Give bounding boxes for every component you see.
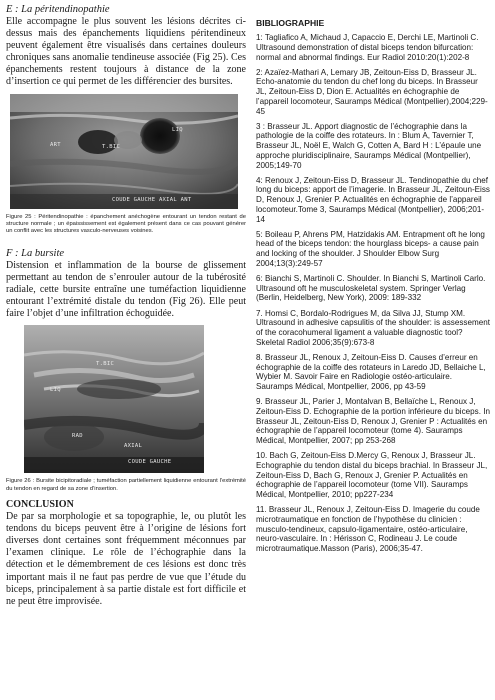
reference-item: 2: Azaïez-Mathari A, Lemary JB, Zeitoun-Eiss D, Brasseur JL. Echo-anatomie du tendon du chef long du biceps. In Brasseur JL, Zeitoun-Eiss D, Dion E. Actualités en échographie de l’appareil locomoteur, Sauramps Médical (Montpellier),2004;229-45 [256, 67, 488, 116]
conclusion-body: De par sa morphologie et sa topographie, le, ou plutôt les tendons du biceps peuvent être à l’origine de lésions fort diverses dont certaines sont fréquemment méconnues par l’examen clinique. Le rôle de l’échographie dans la détection et le démembrement de ces lésions est donc très important mais il ne faut pas perdre de vue que l’étude du biceps, principalement à sa partie distale est fort difficile et ne peut être improvisée. [6, 511, 246, 607]
left-column [6, 4, 246, 608]
reference-item: 7. Homsi C, Bordalo-Rodrigues M, da Silva JJ, Stump XM. Ultrasound in adhesive capsulitis of the shoulder: is assessement of the coracohumeral ligament a valuable diagnostic tool? Skeletal Radiol 2006;35(9):673-8 [256, 308, 490, 347]
section-e-body: Elle accompagne le plus souvent les lésions décrites ci-dessus mais des épanchements liquidiens péritendineux peuvent également être visualisés dans certaines douleurs chroniques sans anomalie tendineuse associée (Fig 25). Ces épanchements restent toujours à distance de la zone d’insertion ce qui permet de les différencier des bursites. [6, 16, 246, 88]
figure-25-caption: Figure 25 : Péritendinopathie : épanchement anéchogène entourant un tendon restant de structure normale ; un épaississement est également présent dans ce cas pouvant générer un conflit avec les structures vasculo-nerveuses voisines. [6, 213, 246, 235]
figure-26-caption: Figure 26 : Bursite bicipitoradiale ; tuméfaction partiellement liquidienne entourant l’extrémité du tendon en regard de sa zone d’insertion. [6, 478, 246, 492]
reference-item: 4: Renoux J, Zeitoun-Eiss D, Brasseur JL. Tendinopathie du chef long du biceps: apport de l’imagerie. In Brasseur JL, Zeitoun-Eiss D, Renoux J, Grenier P. Actualités en échographie de l’appareil locomoteur.Tome 3, Sauramps Médical (Montpellier), 2006;201-14 [256, 175, 490, 224]
section-f-body: Distension et inflammation de la bourse de glissement permettant au tendon de s’enrouler autour de la tubérosité radiale, cette bursite entraîne une tuméfaction liquidienne entourant l’extrémité distale du tendon (Fig 26). Elle peut faire l’objet d’une infiltration échoguidée. [6, 259, 246, 320]
fig26-label-tbic: T.BIC [96, 361, 115, 368]
right-column [256, 4, 490, 559]
figure-25-ultrasound-image [10, 94, 238, 209]
reference-item: 1: Tagliafico A, Michaud J, Capaccio E, Derchi LE, Martinoli C. Ultrasound demonstration of distal biceps tendon bifurcation: normal and abnormal findings. Eur Radiol 2010:20(1):202-8 [256, 33, 479, 62]
conclusion-heading: CONCLUSION [6, 499, 74, 511]
fig26-label-rad: RAD [72, 433, 83, 440]
section-e-heading: E : La péritendinopathie [6, 4, 110, 15]
reference-item: 5: Boileau P, Ahrens PM, Hatzidakis AM. Entrapment oft he long head of the biceps tendon: the hourglass biceps- a cause pain and locking of the shoulder. J Shoulder Elbow Surg 2004;13(3):249-57 [256, 229, 485, 268]
reference-item: 3 : Brasseur JL. Apport diagnostic de l’échographie dans la pathologie de la coiffe des rotateurs. In : Blum A, Tavernier T, Brasseur JL, Noël E, Walch G, Cotten A, Bard H : L’épaule une approche pluridisciplinaire, Sauramps Médical (Montpellier), 2005;149-70 [256, 121, 482, 170]
fig26-label-site: COUDE GAUCHE [128, 459, 172, 466]
reference-item: 8. Brasseur JL, Renoux J, Zeitoun-Eiss D. Causes d’erreur en échographie de la coiffe des rotateurs in Laredo JD, Bellaiche L, Wybier M. Savoir Faire en Radiologie ostéo-articulaire. Sauramps Médical, Montpellier, 2006, pp 43-59 [256, 352, 486, 392]
fig25-label-site: COUDE GAUCHE AXIAL ANT [112, 196, 192, 203]
fig26-label-liq: LIQ [50, 387, 61, 394]
fig25-label-liq: LIQ [172, 126, 183, 133]
reference-item: 9. Brasseur JL, Parier J, Montalvan B, Bellaïche L, Renoux J, Zeitoun-Eiss D. Echographie de la portion inférieure du biceps. In Brasseur JL, Zeitoun-Eiss D, Renoux J, Grenier P : Actualités en échographie de l’appareil locomoteur (tome 4). Sauramps Médical, Montpellier, 2007; pp 253-268 [256, 397, 490, 446]
section-f-heading: F : La bursite [6, 247, 65, 259]
fig26-label-axial: AXIAL [124, 443, 143, 450]
figure-26-ultrasound-image [24, 325, 204, 473]
fig25-label-tbic: T.BIC [102, 143, 121, 150]
reference-item: 11. Brasseur JL, Renoux J, Zeitoun-Eiss D. Imagerie du coude microtraumatique en fonction de l’hypothèse du clinicien : musculo-tendineux, capsulo-ligamentaire, ostéo-articulaire, neuro-vasculaire. In : Hérisson C, Rodineau J. Le coude microtraumatique.Masson (Paris), 2006;35-47. [256, 505, 480, 554]
bibliography-heading: BIBLIOGRAPHIE [256, 18, 325, 28]
reference-list [256, 33, 490, 554]
reference-item: 10. Bach G, Zeitoun-Eiss D.Mercy G, Renoux J, Brasseur JL. Echographie du tendon distal du biceps brachial. In Brasseur JL, Zeitoun-Eiss D, Bach G, Renoux J, Grenier P. Actualités en échographie de l’appareil locomoteur (tome VII). Sauramps Médical, Montpellier, 2010; pp227-234 [256, 451, 488, 500]
reference-item: 6: Bianchi S, Martinoli C. Shoulder. In Bianchi S, Martinoli Carlo. Ultrasound oft he musculoskeletal system. Springer Verlag (Berlin, Heidelberg, New York), 2009: 189-332 [256, 273, 486, 303]
fig25-label-art: ART [50, 141, 61, 148]
